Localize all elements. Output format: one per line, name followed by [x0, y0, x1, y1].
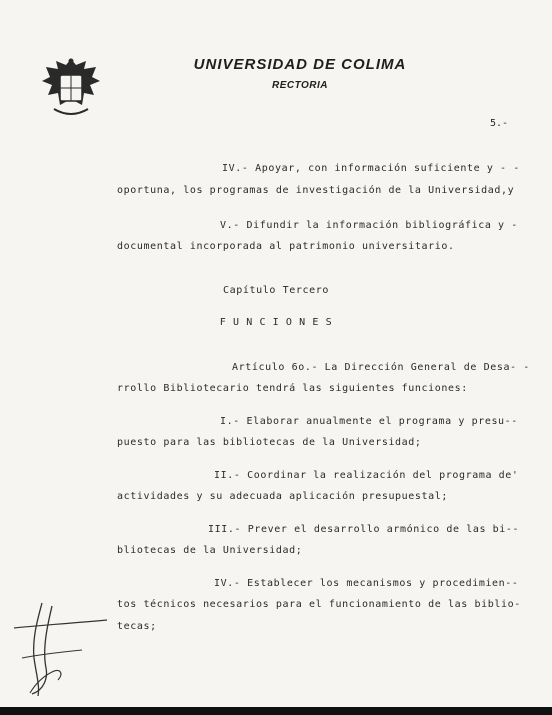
office-name: RECTORIA [271, 80, 329, 91]
text-line: bliotecas de la Universidad; [117, 545, 303, 556]
page-number: 5.- [490, 118, 509, 129]
text-line: documental incorporada al patrimonio universitario. [117, 241, 455, 252]
text-line: rrollo Bibliotecario tendrá las siguientes funciones: [117, 383, 468, 394]
text-line: IV.- Establecer los mecanismos y procedimien-- [214, 578, 519, 589]
text-line: II.- Coordinar la realización del programa de' [214, 470, 519, 481]
text-line: puesto para las bibliotecas de la Universidad; [117, 437, 422, 448]
chapter-title: Capítulo Tercero [223, 285, 329, 296]
university-crest-icon [40, 55, 102, 123]
text-line: V.- Difundir la información bibliográfica y - [220, 220, 518, 231]
section-title: F U N C I O N E S [219, 317, 333, 328]
text-line: actividades y su adecuada aplicación presupuestal; [117, 491, 449, 502]
text-line: III.- Prever el desarrollo armónico de las bi-- [208, 524, 520, 535]
text-line: I.- Elaborar anualmente el programa y presu-- [220, 416, 518, 427]
text-line: oportuna, los programas de investigación de la Universidad,y [117, 185, 515, 196]
scan-border [0, 707, 552, 715]
text-line: Artículo 6o.- La Dirección General de Desa- - [232, 362, 530, 373]
handwritten-signature-icon [12, 598, 112, 698]
text-line: tos técnicos necesarios para el funcionamiento de las biblio- [117, 599, 521, 610]
text-line: IV.- Apoyar, con información suficiente y - - [222, 163, 520, 174]
institution-name: UNIVERSIDAD DE COLIMA [193, 56, 407, 73]
text-line: tecas; [117, 621, 157, 632]
